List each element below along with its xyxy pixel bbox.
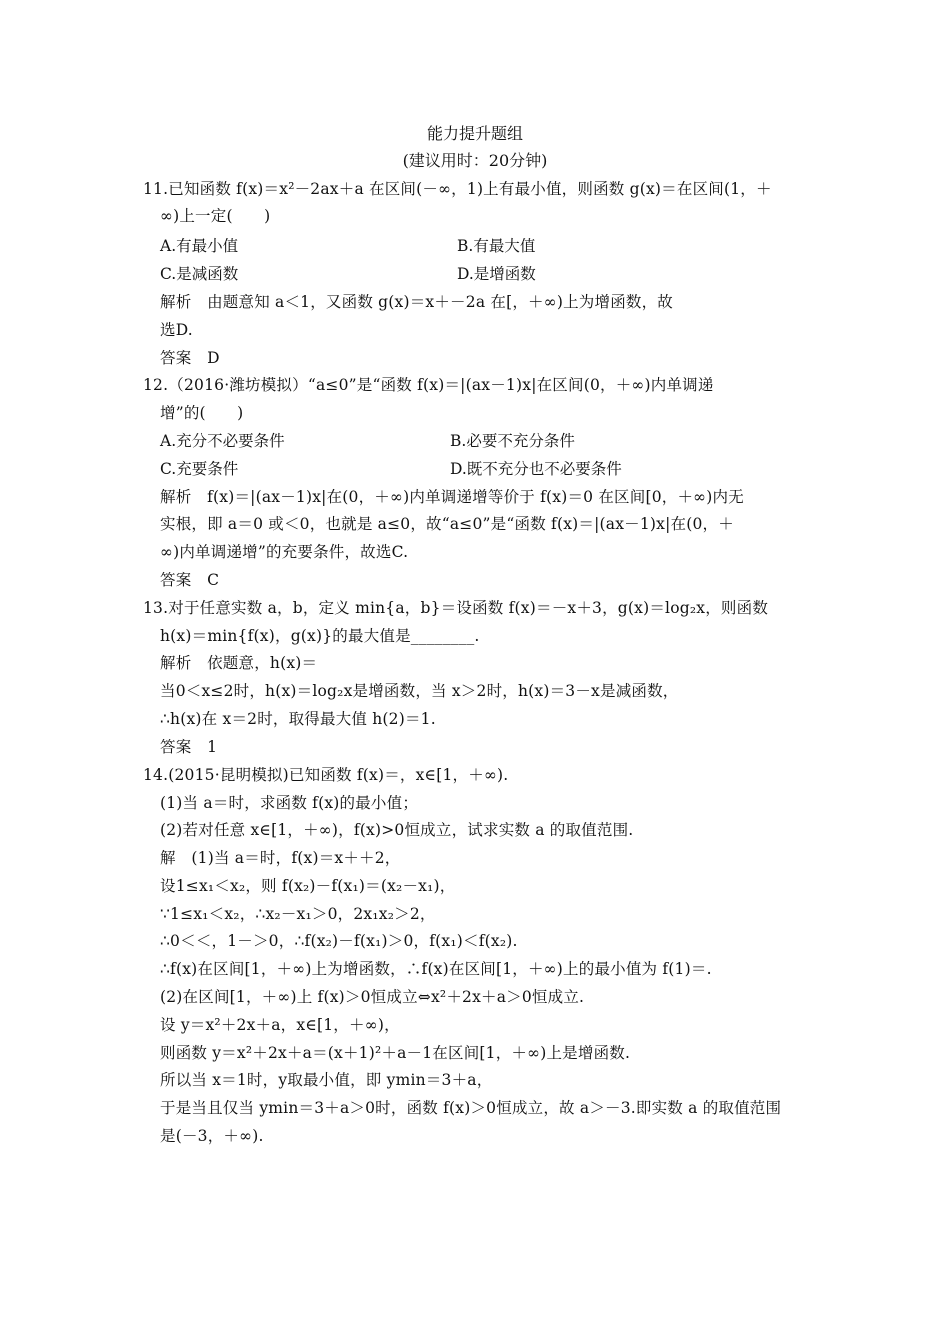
q14-stem: 14.(2015·昆明模拟)已知函数 f(x)＝，x∈[1，＋∞). bbox=[143, 766, 509, 784]
q13-analysis-line1: 解析 依题意，h(x)＝ bbox=[160, 654, 318, 672]
q14-solution-line10: 于是当且仅当 ymin＝3＋a＞0时，函数 f(x)＞0恒成立，故 a＞－3.即实数 a 的取值范围 bbox=[160, 1099, 782, 1117]
q14-solution-line7: 设 y＝x²＋2x＋a，x∈[1，＋∞)， bbox=[160, 1016, 400, 1034]
q14-solution-line9: 所以当 x＝1时，y取最小值，即 ymin＝3＋a， bbox=[160, 1071, 493, 1089]
section-title: 能力提升题组 bbox=[426, 124, 523, 143]
q12-analysis-line3: ∞)内单调递增”的充要条件，故选C. bbox=[160, 543, 409, 561]
q14-solution-line11: 是(－3，＋∞). bbox=[160, 1127, 264, 1145]
q11-analysis-line2: 选D. bbox=[160, 321, 193, 339]
q14-solution-line4: ∴0＜＜，1－＞0，∴f(x₂)－f(x₁)＞0，f(x₁)＜f(x₂). bbox=[160, 932, 518, 950]
q11-stem-line2: ∞)上一定( ) bbox=[160, 207, 271, 225]
q12-option-d: D.既不充分也不必要条件 bbox=[450, 460, 622, 478]
q14-solution-line3: ∵1≤x₁＜x₂，∴x₂－x₁＞0，2x₁x₂＞2， bbox=[160, 905, 436, 923]
q13-analysis-line2: 当0＜x≤2时，h(x)＝log₂x是增函数，当 x＞2时，h(x)＝3－x是减函数， bbox=[160, 682, 679, 700]
q14-solution-line8: 则函数 y＝x²＋2x＋a＝(x＋1)²＋a－1在区间[1，＋∞)上是增函数. bbox=[160, 1044, 631, 1062]
q13-stem-line1: 13.对于任意实数 a，b，定义 min{a，b}＝设函数 f(x)＝－x＋3，g(x)＝log₂x，则函数 bbox=[143, 599, 769, 617]
q13-answer: 答案 1 bbox=[160, 738, 218, 756]
q12-answer: 答案 C bbox=[160, 571, 220, 589]
q13-stem-line2: h(x)＝min{f(x)，g(x)}的最大值是________. bbox=[160, 627, 480, 645]
q14-part2: (2)若对任意 x∈[1，＋∞)，f(x)>0恒成立，试求实数 a 的取值范围. bbox=[160, 821, 634, 839]
q12-analysis-line2: 实根，即 a＝0 或＜0，也就是 a≤0，故“a≤0”是“函数 f(x)＝|(ax－1)x|在(0，＋ bbox=[160, 515, 734, 533]
q12-analysis-line1: 解析 f(x)＝|(ax－1)x|在(0，＋∞)内单调递增等价于 f(x)＝0 在区间[0，＋∞)内无 bbox=[160, 488, 744, 506]
q14-solution-line5: ∴f(x)在区间[1，＋∞)上为增函数，∴f(x)在区间[1，＋∞)上的最小值为 f(1)＝. bbox=[160, 960, 712, 978]
q11-option-b: B.有最大值 bbox=[457, 237, 536, 255]
q11-analysis-line1: 解析 由题意知 a＜1，又函数 g(x)＝x＋－2a 在[，＋∞)上为增函数，故 bbox=[160, 293, 673, 311]
q14-solution-line1: 解 (1)当 a＝时，f(x)＝x＋＋2， bbox=[160, 849, 401, 867]
q14-part1: (1)当 a＝时，求函数 f(x)的最小值； bbox=[160, 794, 419, 812]
q12-option-b: B.必要不充分条件 bbox=[450, 432, 575, 450]
q11-answer: 答案 D bbox=[160, 349, 220, 367]
q12-stem-line1: 12.（2016·潍坊模拟）“a≤0”是“函数 f(x)＝|(ax－1)x|在区间(0，＋∞)内单调递 bbox=[143, 376, 714, 394]
q11-option-d: D.是增函数 bbox=[457, 265, 536, 283]
q12-option-a: A.充分不必要条件 bbox=[160, 432, 285, 450]
q12-stem-line2: 增”的( ) bbox=[160, 404, 244, 422]
section-subtitle: (建议用时：20分钟) bbox=[402, 151, 548, 170]
q12-option-c: C.充要条件 bbox=[160, 460, 239, 478]
q14-solution-line6: (2)在区间[1，＋∞)上 f(x)＞0恒成立⇔x²＋2x＋a＞0恒成立. bbox=[160, 988, 585, 1006]
q14-solution-line2: 设1≤x₁＜x₂，则 f(x₂)－f(x₁)＝(x₂－x₁)， bbox=[160, 877, 456, 895]
q13-analysis-line3: ∴h(x)在 x＝2时，取得最大值 h(2)＝1. bbox=[160, 710, 436, 728]
q11-option-c: C.是减函数 bbox=[160, 265, 239, 283]
q11-option-a: A.有最小值 bbox=[160, 237, 239, 255]
q11-stem-line1: 11.已知函数 f(x)＝x²－2ax＋a 在区间(－∞，1)上有最小值，则函数 g(x)＝在区间(1，＋ bbox=[143, 180, 772, 198]
